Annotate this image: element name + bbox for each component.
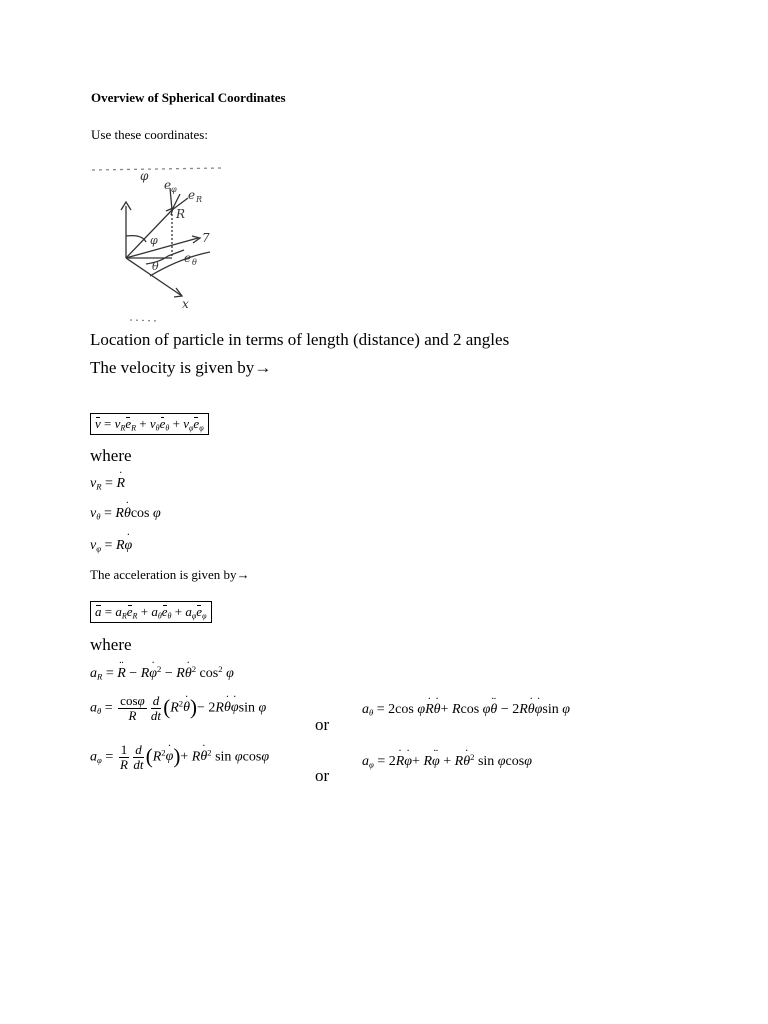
diagram-label-r: R (176, 207, 186, 221)
diagram-label-e-phi: e (164, 178, 172, 192)
diagram-top-edge (92, 168, 222, 170)
where-label-acceleration: where (90, 635, 132, 654)
location-text: Location of particle in terms of length (distance) and 2 angles (90, 330, 510, 349)
velocity-component-r: $v_R$ = ˙ R (90, 476, 125, 492)
or-label-theta: or (315, 715, 330, 734)
velocity-heading (90, 358, 271, 378)
diagram-bottom-edge (130, 320, 160, 321)
diagram-label-phi-angle: φ (150, 234, 158, 247)
r-vector (126, 210, 172, 258)
acceleration-component-phi: $a_\varphi$ = $\frac{1}{R}$ $\frac{d}{dt}$ ($R^2˙$ φ)+ R˙ $\theta^2$ sin φcosφ (90, 743, 269, 771)
where-label-velocity: where (90, 446, 132, 465)
diagram-label-e-phi-sub: φ (171, 185, 177, 194)
acceleration-component-theta: $a_\theta$ = $\frac{\cos\varphi}{R}$ $\frac{d}{dt}$ ($R^2˙$ θ)− 2R˙ θ˙ φsin φ (90, 694, 266, 722)
acceleration-component-theta-alt: $a_\theta = 2\cos$ φ˙ R˙ θ+ Rcos φ¨ θ − 2R˙ θ˙ φsin φ (362, 702, 570, 718)
acceleration-heading (90, 567, 250, 583)
velocity-text: The velocity is given by (90, 358, 255, 377)
spherical-coordinates-diagram (90, 158, 230, 326)
velocity-equation: $v = v_Re_R + v_\theta e_\theta + v_\varphi e_\varphi$ (90, 413, 209, 435)
page-title: Overview of Spherical Coordinates (91, 90, 286, 105)
intro-text: Use these coordinates: (91, 127, 208, 142)
acceleration-component-r: $a_R$ = ¨ R − R˙ $\varphi^2$ − R˙ $\theta^2$ $\cos^2 \varphi$ (90, 664, 234, 682)
diagram-label-x: x (182, 297, 189, 311)
diagram-label-phi-top: φ (140, 169, 149, 183)
diagram-label-e-r-sub: R (196, 195, 203, 204)
e-theta-arrow (168, 250, 184, 256)
diagram-label-y: 7 (202, 231, 210, 245)
acceleration-equation: $a = a_Re_R + a_\theta e_\theta + a_\varphi e_\varphi$ (90, 601, 212, 623)
acceleration-component-phi-alt: $a_\varphi$ = 2˙ R˙ φ+ R¨ φ + R˙ $\theta^2$ sin φcosφ (362, 752, 532, 770)
right-arrow-icon: → (254, 358, 272, 377)
x-axis-arrow (174, 288, 182, 297)
or-label-phi: or (315, 766, 330, 785)
velocity-component-theta: $v_\theta$ = R˙ θcos φ (90, 506, 161, 522)
diagram-label-e-theta: e (184, 251, 192, 265)
right-arrow-icon: → (236, 567, 250, 582)
diagram-label-e-r: e (188, 188, 196, 202)
velocity-component-phi: $v_\varphi$ = R˙ φ (90, 538, 132, 554)
base-curve (150, 252, 210, 276)
acceleration-text: The acceleration is given by (90, 567, 237, 582)
diagram-label-e-theta-sub: θ (192, 258, 197, 267)
diagram-label-theta-angle: θ (152, 260, 159, 273)
